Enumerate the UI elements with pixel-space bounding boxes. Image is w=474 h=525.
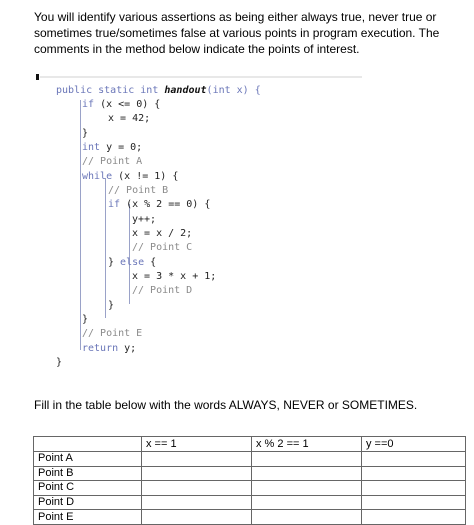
code-keyword: if bbox=[108, 199, 121, 210]
code-line-16: } bbox=[108, 300, 115, 311]
row-label: Point D bbox=[34, 495, 142, 510]
answer-cell[interactable] bbox=[362, 481, 466, 496]
answer-table bbox=[33, 436, 466, 525]
code-comment-point-b: // Point B bbox=[108, 185, 169, 196]
instructions-paragraph: You will identify various assertions as being either always true, never true or sometimes true/sometimes false at various points in program execution. The comments in the method below indicate the points of interest. bbox=[34, 10, 440, 56]
table-instruction: Fill in the table below with the words ALWAYS, NEVER or SOMETIMES. bbox=[34, 398, 418, 412]
indent-guide bbox=[129, 204, 130, 304]
answer-cell[interactable] bbox=[142, 466, 252, 481]
row-label: Point A bbox=[34, 452, 142, 467]
answer-cell[interactable] bbox=[142, 510, 252, 525]
code-text: (x != 1) { bbox=[112, 171, 179, 182]
indent-guide bbox=[105, 178, 106, 318]
code-text: y = 0; bbox=[100, 142, 143, 153]
code-line-10: y++; bbox=[132, 214, 157, 225]
answer-cell[interactable] bbox=[142, 452, 252, 467]
header-cell-x-eq-1: x == 1 bbox=[142, 437, 252, 452]
code-keyword: while bbox=[82, 171, 113, 182]
row-label: Point C bbox=[34, 481, 142, 496]
code-line-11: x = x / 2; bbox=[132, 228, 193, 239]
code-comment-point-e: // Point E bbox=[82, 328, 143, 339]
code-line-4: } bbox=[82, 128, 89, 139]
code-line-20: } bbox=[56, 357, 63, 368]
header-cell-y-eq-0: y ==0 bbox=[362, 437, 466, 452]
header-cell-blank bbox=[34, 437, 142, 452]
code-comment-point-a: // Point A bbox=[82, 156, 143, 167]
code-line-1 bbox=[56, 85, 261, 97]
answer-cell[interactable] bbox=[142, 481, 252, 496]
code-comment-point-c: // Point C bbox=[132, 242, 193, 253]
answer-cell[interactable] bbox=[252, 452, 362, 467]
code-line-14: x = 3 * x + 1; bbox=[132, 271, 217, 282]
header-cell-x-mod-2: x % 2 == 1 bbox=[252, 437, 362, 452]
answer-cell[interactable] bbox=[362, 466, 466, 481]
answer-cell[interactable] bbox=[362, 510, 466, 525]
code-listing bbox=[40, 76, 362, 370]
code-line-19 bbox=[82, 343, 136, 355]
table-row bbox=[34, 495, 466, 510]
answer-cell[interactable] bbox=[252, 466, 362, 481]
row-label: Point B bbox=[34, 466, 142, 481]
code-bullet-marker bbox=[36, 74, 39, 80]
code-line-5 bbox=[82, 142, 142, 154]
code-text: (x % 2 == 0) { bbox=[120, 199, 211, 210]
code-keyword: public static int bbox=[56, 85, 159, 96]
code-line-2 bbox=[82, 99, 160, 111]
table-header-row bbox=[34, 437, 466, 452]
code-line-9 bbox=[108, 199, 210, 211]
code-text: y; bbox=[118, 343, 137, 354]
code-params: (int x) { bbox=[206, 85, 261, 96]
code-method-name: handout bbox=[164, 85, 207, 96]
code-line-7 bbox=[82, 171, 178, 183]
table-row bbox=[34, 510, 466, 525]
table-row bbox=[34, 466, 466, 481]
table-row bbox=[34, 481, 466, 496]
code-text: (x <= 0) { bbox=[94, 99, 161, 110]
indent-guide bbox=[80, 100, 81, 350]
answer-cell[interactable] bbox=[362, 495, 466, 510]
code-keyword: else bbox=[120, 257, 145, 268]
answer-cell[interactable] bbox=[252, 495, 362, 510]
code-line-17: } bbox=[82, 314, 89, 325]
code-line-3: x = 42; bbox=[108, 113, 151, 124]
code-keyword: return bbox=[82, 343, 119, 354]
code-keyword: int bbox=[82, 142, 101, 153]
answer-cell[interactable] bbox=[362, 452, 466, 467]
code-text: } bbox=[108, 257, 121, 268]
code-comment-point-d: // Point D bbox=[132, 285, 193, 296]
answer-cell[interactable] bbox=[142, 495, 252, 510]
answer-cell[interactable] bbox=[252, 481, 362, 496]
code-line-13 bbox=[108, 257, 156, 269]
row-label: Point E bbox=[34, 510, 142, 525]
code-text: { bbox=[144, 257, 157, 268]
code-keyword: if bbox=[82, 99, 95, 110]
table-row bbox=[34, 452, 466, 467]
answer-cell[interactable] bbox=[252, 510, 362, 525]
